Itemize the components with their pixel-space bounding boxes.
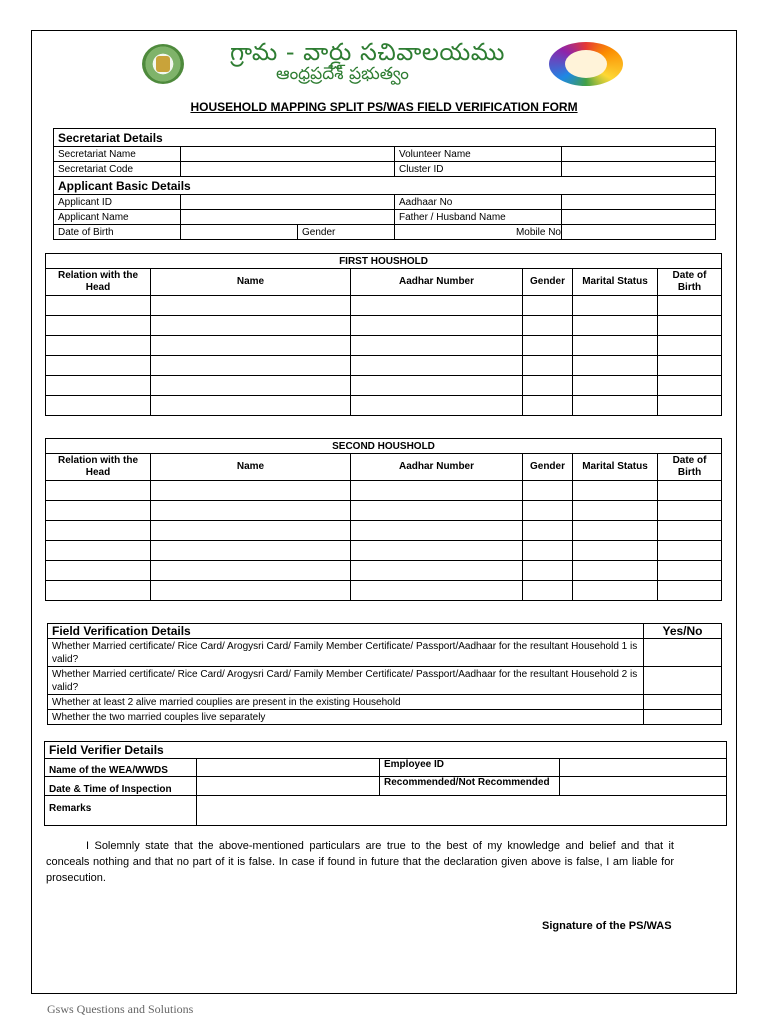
household-member-row (46, 581, 722, 601)
household-member-row (46, 481, 722, 501)
col-relation: Relation with the Head (46, 269, 151, 296)
household-cell-field[interactable] (658, 481, 722, 501)
secretariat-details-heading: Secretariat Details (54, 129, 716, 147)
inspection-date-label: Date & Time of Inspection (45, 777, 197, 796)
household-cell-field[interactable] (151, 356, 351, 376)
household-cell-field[interactable] (46, 356, 151, 376)
household-cell-field[interactable] (46, 316, 151, 336)
ap-state-emblem-icon (142, 44, 184, 84)
signature-label: Signature of the PS/WAS (542, 920, 672, 932)
household-cell-field[interactable] (523, 541, 573, 561)
remarks-field[interactable] (197, 796, 727, 826)
wea-name-field[interactable] (197, 759, 380, 777)
father-husband-field[interactable] (562, 210, 716, 225)
household-cell-field[interactable] (351, 356, 523, 376)
household-cell-field[interactable] (573, 296, 658, 316)
household-cell-field[interactable] (523, 376, 573, 396)
household-member-row (46, 521, 722, 541)
household-cell-field[interactable] (46, 581, 151, 601)
household-cell-field[interactable] (46, 521, 151, 541)
household-cell-field[interactable] (573, 521, 658, 541)
household-cell-field[interactable] (151, 296, 351, 316)
col-gender: Gender (523, 269, 573, 296)
household-cell-field[interactable] (658, 336, 722, 356)
household-cell-field[interactable] (523, 316, 573, 336)
aadhaar-no-label: Aadhaar No (395, 195, 562, 210)
household-cell-field[interactable] (523, 336, 573, 356)
secretariat-code-label: Secretariat Code (54, 162, 181, 177)
household-cell-field[interactable] (151, 481, 351, 501)
household-cell-field[interactable] (573, 541, 658, 561)
question-household1-valid: Whether Married certificate/ Rice Card/ Arogysri Card/ Family Member Certificate/ Passport/Aadhaar for the resultant Household 1 is valid? (48, 639, 644, 667)
navaratnalu-logo-icon (549, 42, 623, 86)
household-cell-field[interactable] (523, 296, 573, 316)
volunteer-name-field[interactable] (562, 147, 716, 162)
field-verifier-heading: Field Verifier Details (45, 742, 727, 759)
applicant-details-heading: Applicant Basic Details (54, 177, 716, 195)
household-cell-field[interactable] (151, 561, 351, 581)
household-cell-field[interactable] (151, 396, 351, 416)
col-marital: Marital Status (573, 454, 658, 481)
col-marital: Marital Status (573, 269, 658, 296)
household-cell-field[interactable] (523, 521, 573, 541)
household-member-row (46, 396, 722, 416)
household-cell-field[interactable] (351, 541, 523, 561)
col-name: Name (151, 269, 351, 296)
telugu-title: గ్రామ - వార్డు సచివాలయము (230, 38, 505, 66)
father-husband-label: Father / Husband Name (395, 210, 562, 225)
household-cell-field[interactable] (658, 296, 722, 316)
household-cell-field[interactable] (573, 561, 658, 581)
household-cell-field[interactable] (523, 481, 573, 501)
yes-no-heading: Yes/No (644, 624, 722, 639)
household-member-row (46, 376, 722, 396)
volunteer-name-label: Volunteer Name (395, 147, 562, 162)
household-cell-field[interactable] (351, 376, 523, 396)
applicant-name-field[interactable] (181, 210, 395, 225)
household-cell-field[interactable] (46, 561, 151, 581)
first-household-table (45, 253, 722, 416)
household-cell-field[interactable] (351, 296, 523, 316)
household-cell-field[interactable] (573, 581, 658, 601)
household-cell-field[interactable] (46, 396, 151, 416)
household-cell-field[interactable] (46, 501, 151, 521)
household-cell-field[interactable] (151, 581, 351, 601)
remarks-label: Remarks (45, 796, 197, 826)
col-dob: Date of Birth (658, 454, 722, 481)
household-cell-field[interactable] (658, 561, 722, 581)
answer-q2-field[interactable] (644, 667, 722, 695)
recommendation-field[interactable] (560, 777, 727, 796)
household-member-row (46, 561, 722, 581)
household-cell-field[interactable] (351, 501, 523, 521)
dob-field[interactable] (181, 225, 298, 240)
field-verification-table (47, 623, 722, 725)
mobile-no-label: Mobile No (395, 225, 562, 240)
answer-q3-field[interactable] (644, 695, 722, 710)
household-cell-field[interactable] (573, 376, 658, 396)
household-cell-field[interactable] (151, 521, 351, 541)
applicant-id-label: Applicant ID (54, 195, 181, 210)
field-verification-heading: Field Verification Details (48, 624, 644, 639)
household-member-row (46, 296, 722, 316)
declaration-text: I Solemnly state that the above-mentioned particulars are true to the best of my knowledge and belief and that it conceals nothing and that no part of it is false. In case if found in future that the declaration given above is false, I am liable for prosecution. (46, 840, 674, 884)
household-cell-field[interactable] (351, 581, 523, 601)
household-cell-field[interactable] (46, 541, 151, 561)
wea-name-label: Name of the WEA/WWDS (45, 759, 197, 777)
household-cell-field[interactable] (658, 316, 722, 336)
household-cell-field[interactable] (658, 396, 722, 416)
household-cell-field[interactable] (351, 521, 523, 541)
col-aadhar: Aadhar Number (351, 269, 523, 296)
household-cell-field[interactable] (46, 376, 151, 396)
household-cell-field[interactable] (573, 356, 658, 376)
employee-id-field[interactable] (560, 759, 727, 777)
household-cell-field[interactable] (523, 581, 573, 601)
letterhead (0, 0, 768, 100)
household-cell-field[interactable] (573, 336, 658, 356)
household-cell-field[interactable] (351, 316, 523, 336)
footer-watermark: Gsws Questions and Solutions (47, 1002, 194, 1016)
household-cell-field[interactable] (658, 501, 722, 521)
telugu-subtitle: ఆంధ్రప్రదేశ్ ప్రభుత్వం (276, 64, 409, 84)
household-cell-field[interactable] (658, 521, 722, 541)
household-cell-field[interactable] (46, 296, 151, 316)
second-household-table (45, 438, 722, 601)
household-cell-field[interactable] (151, 501, 351, 521)
col-dob: Date of Birth (658, 269, 722, 296)
col-relation: Relation with the Head (46, 454, 151, 481)
household-cell-field[interactable] (523, 561, 573, 581)
household-member-row (46, 316, 722, 336)
household-cell-field[interactable] (658, 581, 722, 601)
secretariat-code-field[interactable] (181, 162, 395, 177)
first-household-title: FIRST HOUSHOLD (46, 254, 722, 269)
household-cell-field[interactable] (151, 376, 351, 396)
household-cell-field[interactable] (573, 316, 658, 336)
col-gender: Gender (523, 454, 573, 481)
household-cell-field[interactable] (151, 336, 351, 356)
secretariat-name-label: Secretariat Name (54, 147, 181, 162)
form-title: HOUSEHOLD MAPPING SPLIT PS/WAS FIELD VERIFICATION FORM (190, 100, 578, 114)
household-cell-field[interactable] (46, 481, 151, 501)
secretariat-applicant-table (53, 128, 716, 240)
field-verifier-table (44, 741, 727, 826)
dob-label: Date of Birth (54, 225, 181, 240)
household-cell-field[interactable] (658, 376, 722, 396)
household-member-row (46, 356, 722, 376)
applicant-id-field[interactable] (181, 195, 395, 210)
cluster-id-label: Cluster ID (395, 162, 562, 177)
col-aadhar: Aadhar Number (351, 454, 523, 481)
household-cell-field[interactable] (658, 356, 722, 376)
secretariat-name-field[interactable] (181, 147, 395, 162)
household-cell-field[interactable] (351, 336, 523, 356)
col-name: Name (151, 454, 351, 481)
household-cell-field[interactable] (523, 501, 573, 521)
household-member-row (46, 501, 722, 521)
employee-id-label: Employee ID (380, 759, 560, 777)
household-cell-field[interactable] (573, 481, 658, 501)
gender-label: Gender (298, 225, 395, 240)
household-cell-field[interactable] (351, 481, 523, 501)
household-cell-field[interactable] (658, 541, 722, 561)
household-cell-field[interactable] (351, 396, 523, 416)
second-household-title: SECOND HOUSHOLD (46, 439, 722, 454)
household-cell-field[interactable] (151, 541, 351, 561)
household-cell-field[interactable] (523, 396, 573, 416)
question-married-couples: Whether at least 2 alive married couplies are present in the existing Household (48, 695, 644, 710)
answer-q4-field[interactable] (644, 710, 722, 725)
household-cell-field[interactable] (151, 316, 351, 336)
household-cell-field[interactable] (573, 396, 658, 416)
household-cell-field[interactable] (523, 356, 573, 376)
mobile-no-field[interactable] (562, 225, 716, 240)
household-cell-field[interactable] (46, 336, 151, 356)
inspection-date-field[interactable] (197, 777, 380, 796)
recommendation-label: Recommended/Not Recommended (380, 777, 560, 796)
household-member-row (46, 336, 722, 356)
household-member-row (46, 541, 722, 561)
cluster-id-field[interactable] (562, 162, 716, 177)
question-household2-valid: Whether Married certificate/ Rice Card/ Arogysri Card/ Family Member Certificate/ Passport/Aadhaar for the resultant Household 2 is valid? (48, 667, 644, 695)
answer-q1-field[interactable] (644, 639, 722, 667)
question-live-separately: Whether the two married couples live separately (48, 710, 644, 725)
aadhaar-no-field[interactable] (562, 195, 716, 210)
applicant-name-label: Applicant Name (54, 210, 181, 225)
household-cell-field[interactable] (573, 501, 658, 521)
household-cell-field[interactable] (351, 561, 523, 581)
